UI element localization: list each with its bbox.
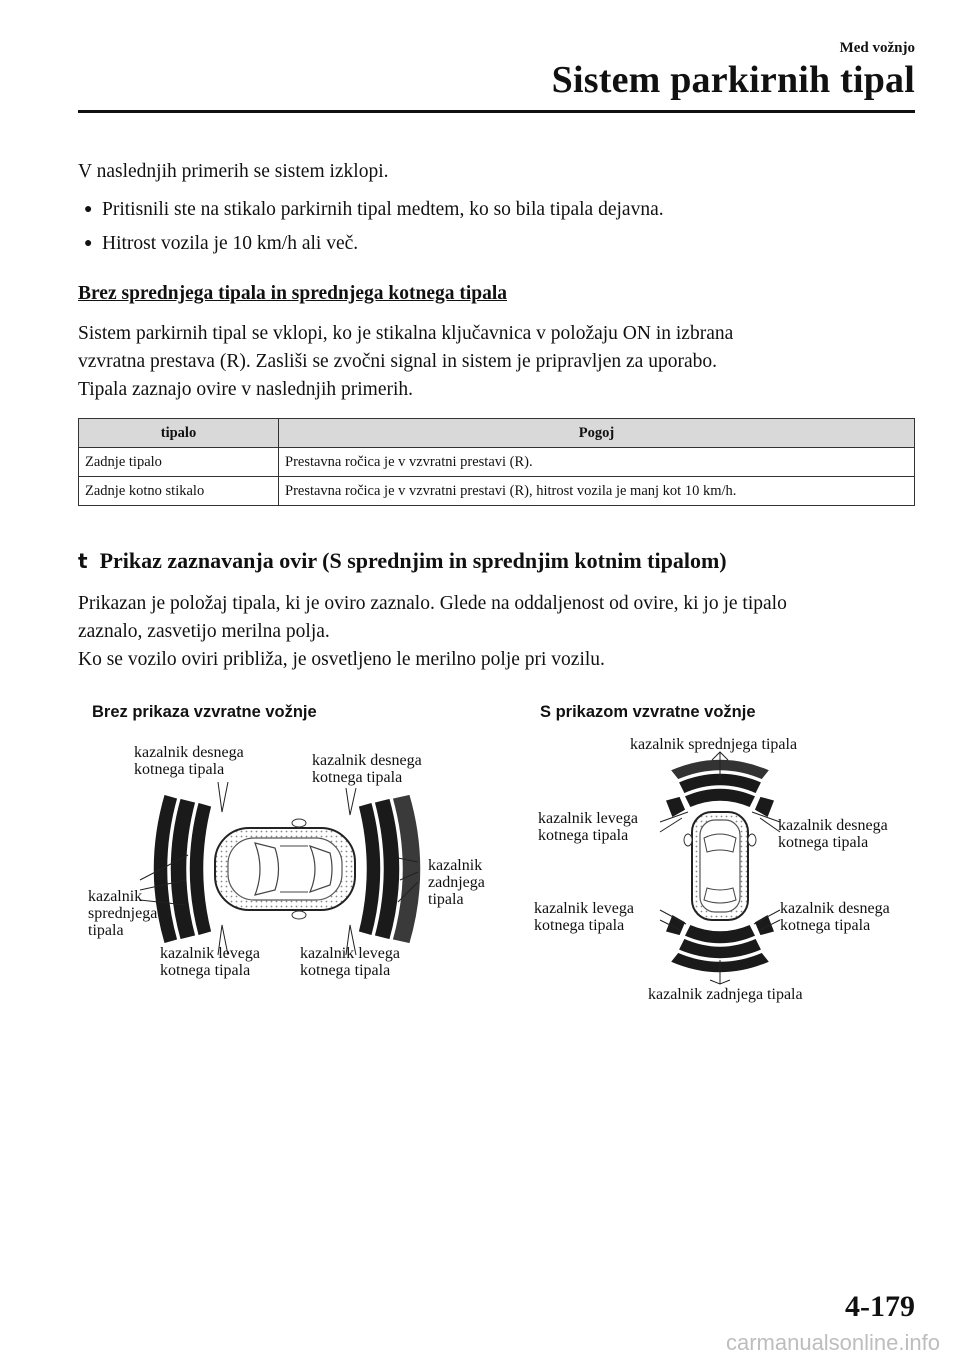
table-cell: Zadnje tipalo: [79, 448, 279, 477]
label-line: kazalnik desnega: [312, 752, 422, 769]
watermark: carmanualsonline.info: [725, 1330, 940, 1355]
label-front-indicator: [88, 888, 157, 939]
label-line: kazalnik desnega: [778, 817, 888, 834]
label-line: kazalnik levega: [538, 810, 638, 827]
label-left-corner-indicator: [538, 810, 638, 844]
bullet-text: Pritisnili ste na stikalo parkirnih tipal medtem, ko so bila tipala dejavna.: [102, 199, 664, 220]
figure-caption-left: Brez prikaza vzvratne vožnje: [92, 703, 317, 721]
label-line: kotnega tipala: [300, 962, 391, 979]
paragraph-line: vzvratna prestava (R). Zasliši se zvočni signal in sistem je pripravljen za uporabo.: [78, 351, 717, 372]
label-line: tipala: [428, 891, 464, 908]
page-number: 4-179: [845, 1290, 915, 1323]
figure-caption-right: S prikazom vzvratne vožnje: [540, 703, 756, 721]
intro-text: V naslednjih primerih se sistem izklopi.: [78, 161, 389, 182]
table-cell: Prestavna ročica je v vzvratni prestavi (R).: [279, 448, 915, 477]
section-marker-icon: t: [78, 549, 88, 573]
label-rear-indicator: kazalnik zadnjega tipala: [648, 986, 803, 1003]
table-cell: Prestavna ročica je v vzvratni prestavi (R), hitrost vozila je manj kot 10 km/h.: [279, 477, 915, 506]
label-line: kazalnik levega: [160, 945, 260, 962]
section-title: Prikaz zaznavanja ovir (S sprednjim in sprednjim kotnim tipalom): [99, 548, 727, 573]
label-line: kotnega tipala: [160, 962, 251, 979]
paragraph-line: zaznalo, zasvetijo merilna polja.: [78, 621, 330, 642]
label-line: zadnjega: [428, 874, 485, 891]
label-left-corner-indicator: [160, 945, 260, 979]
label-line: sprednjega: [88, 905, 158, 922]
paragraph-line: Prikazan je položaj tipala, ki je oviro zaznalo. Glede na oddaljenost od ovire, ki jo je tipalo: [78, 593, 787, 614]
label-right-corner-indicator: [780, 900, 890, 934]
label-line: kazalnik desnega: [134, 744, 244, 761]
page-title: Sistem parkirnih tipal: [551, 59, 915, 101]
chapter-label: Med vožnjo: [839, 40, 915, 56]
label-rear-indicator: [428, 857, 485, 908]
label-front-indicator: kazalnik sprednjega tipala: [630, 736, 798, 753]
paragraph-line: Tipala zaznajo ovire v naslednjih primerih.: [78, 379, 414, 400]
label-line: kazalnik desnega: [780, 900, 890, 917]
label-line: kazalnik: [88, 888, 143, 905]
car-top-view-right: [684, 812, 756, 920]
label-line: kotnega tipala: [134, 761, 225, 778]
table-cell: Zadnje kotno stikalo: [79, 477, 279, 506]
label-line: kotnega tipala: [312, 769, 403, 786]
label-line: kotnega tipala: [778, 834, 869, 851]
label-line: kotnega tipala: [538, 827, 629, 844]
bullet-icon: ●: [84, 236, 93, 251]
label-right-corner-indicator: [312, 752, 422, 786]
table-header-cell: tipalo: [79, 419, 279, 448]
label-right-corner-indicator: [778, 817, 888, 851]
label-line: tipala: [88, 922, 124, 939]
label-left-corner-indicator: [300, 945, 400, 979]
table-header-cell: Pogoj: [279, 419, 915, 448]
label-line: kazalnik levega: [534, 900, 634, 917]
label-line: kazalnik: [428, 857, 483, 874]
subheading: Brez sprednjega tipala in sprednjega kotnega tipala: [78, 283, 508, 304]
label-right-corner-indicator: [134, 744, 244, 778]
label-left-corner-indicator: [534, 900, 634, 934]
label-line: kazalnik levega: [300, 945, 400, 962]
label-line: kotnega tipala: [534, 917, 625, 934]
label-line: kotnega tipala: [780, 917, 871, 934]
bullet-text: Hitrost vozila je 10 km/h ali več.: [102, 233, 359, 254]
car-top-view-left: [215, 819, 355, 919]
bullet-icon: ●: [84, 202, 93, 217]
paragraph-line: Ko se vozilo oviri približa, je osvetljeno le merilno polje pri vozilu.: [78, 649, 605, 670]
paragraph-line: Sistem parkirnih tipal se vklopi, ko je stikalna ključavnica v položaju ON in izbrana: [78, 323, 734, 344]
rear-sensor-indicator-left: [358, 794, 421, 944]
